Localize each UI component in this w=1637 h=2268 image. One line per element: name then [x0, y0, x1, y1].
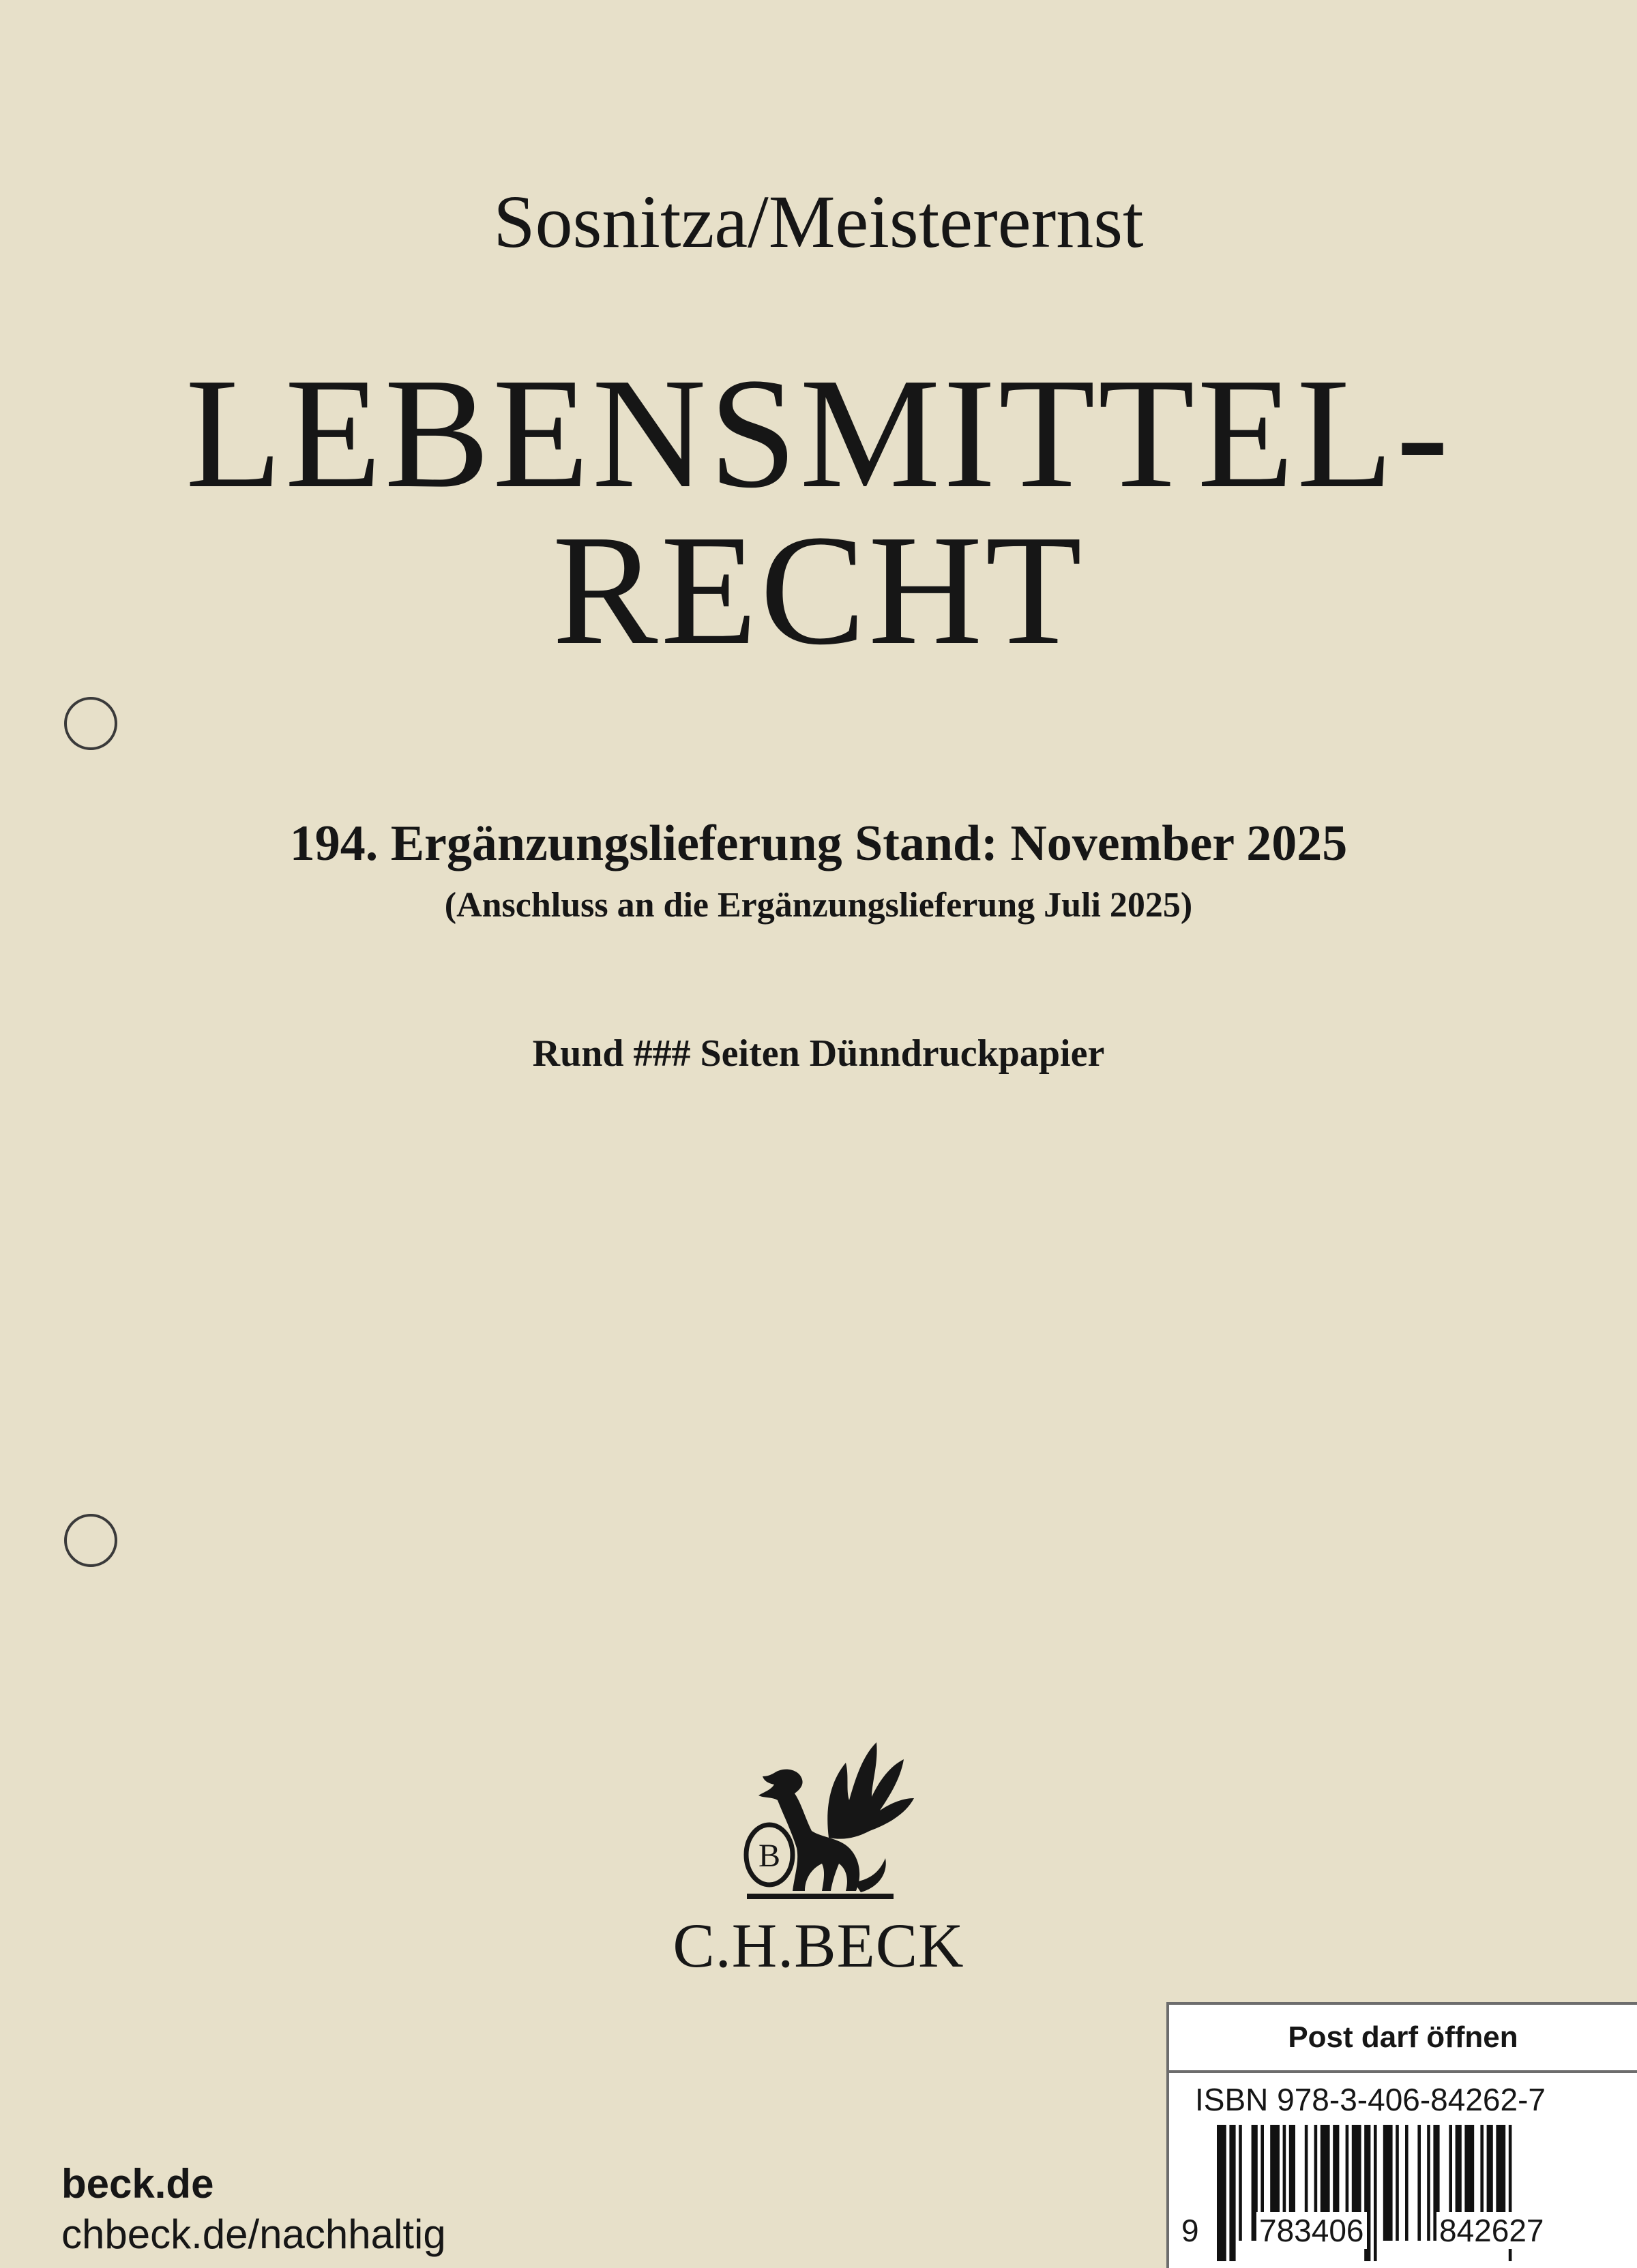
title-line-1: LEBENSMITTEL- — [185, 346, 1452, 521]
barcode-digits-group-2: 842627 — [1436, 2212, 1547, 2249]
barcode-bar — [1396, 2125, 1399, 2241]
website-link[interactable]: beck.de — [61, 2161, 214, 2207]
barcode-bar — [1383, 2125, 1393, 2241]
barcode-bar — [1217, 2125, 1226, 2261]
barcode-bar — [1405, 2125, 1409, 2241]
authors: Sosnitza/Meisterernst — [493, 180, 1144, 263]
barcode-bar — [1427, 2125, 1430, 2241]
logo-letter: B — [758, 1838, 781, 1874]
title-line-2: RECHT — [552, 503, 1085, 678]
sustainability-link[interactable]: chbeck.de/nachhaltig — [61, 2211, 446, 2257]
publisher-name: C.H.BECK — [673, 1911, 964, 1980]
griffin-icon — [709, 1735, 928, 1913]
barcode-bar — [1417, 2125, 1421, 2241]
barcode-bar — [1374, 2125, 1377, 2261]
punch-hole-bottom — [64, 1514, 117, 1567]
punch-hole-top — [64, 697, 117, 750]
barcode-bar — [1239, 2125, 1242, 2241]
isbn-number: ISBN 978-3-406-84262-7 — [1195, 2082, 1546, 2117]
barcode-digit-first: 9 — [1179, 2212, 1202, 2249]
continuation-note: (Anschluss an die Ergänzungslieferung Juli 2025) — [444, 886, 1193, 925]
page-count: Rund ### Seiten Dünndruckpapier — [532, 1032, 1105, 1075]
shipping-label — [1166, 2002, 1637, 2268]
edition-line: 194. Ergänzungslieferung Stand: November 2025 — [289, 816, 1348, 871]
barcode-bar — [1229, 2125, 1235, 2261]
barcode-digits-group-1: 783406 — [1256, 2212, 1367, 2249]
label-heading: Post darf öffnen — [1169, 2005, 1637, 2073]
